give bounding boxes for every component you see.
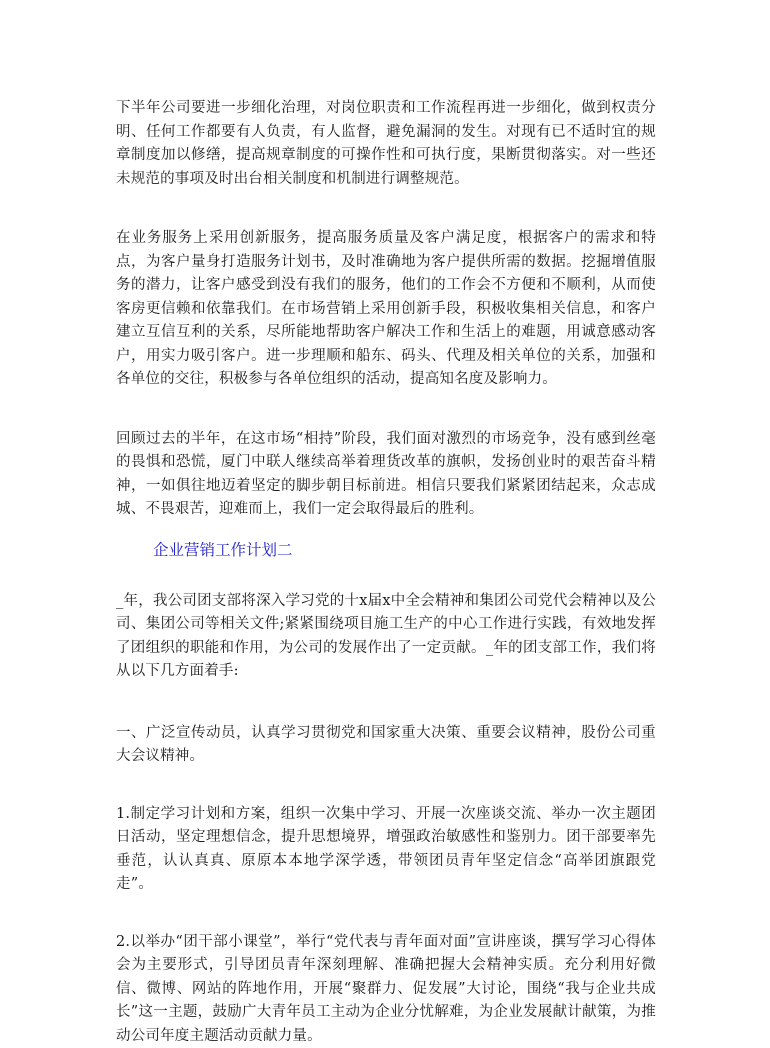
section-heading: 企业营销工作计划二 — [153, 538, 656, 562]
document-page — [116, 97, 656, 1048]
paragraph-item-2: 2.以举办“团干部小课堂”，举行“党代表与青年面对面”宣讲座谈，撰写学习心得体会为主要形式，引导团员青年深刻理解、准确把握大会精神实质。充分利用好微信、微博、网站的阵地作用，开展“聚群力、促发展”大讨论，围绕“我与企业共成长”这一主题，鼓励广大青年员工主动为企业分忧解难，为企业发展献计献策，为推动公司年度主题活动贡献力量。 — [116, 931, 656, 1048]
paragraph-business-service: 在业务服务上采用创新服务，提高服务质量及客户满足度，根据客户的需求和特点，为客户量身打造服务计划书，及时准确地为客户提供所需的数据。挖掘增值服务的潜力，让客户感受到没有我们的服务，他们的工作会不方便和不顺利，从而使客房更信赖和依靠我们。在市场营销上采用创新手段，积极收集相关信息，和客户建立互信互利的关系，尽所能地帮助客户解决工作和生活上的难题，用诚意感动客户，用实力吸引客户。进一步理顺和船东、码头、代理及相关单位的关系，加强和各单位的交往，积极参与各单位组织的活动，提高知名度及影响力。 — [116, 227, 656, 392]
paragraph-point-one: 一、广泛宣传动员，认真学习贯彻党和国家重大决策、重要会议精神，股份公司重大会议精神。 — [116, 722, 656, 769]
paragraph-review: 回顾过去的半年，在这市场“相持”阶段，我们面对激烈的市场竞争，没有感到丝毫的畏惧和恐慌，厦门中联人继续高举着理货改革的旗帜，发扬创业时的艰苦奋斗精神，一如俱往地迈着坚定的脚步朝目标前进。相信只要我们紧紧团结起来，众志成城、不畏艰苦，迎难而上，我们一定会取得最后的胜利。 — [116, 428, 656, 522]
paragraph-item-1: 1.制定学习计划和方案，组织一次集中学习、开展一次座谈交流、举办一次主题团日活动，坚定理想信念，提升思想境界，增强政治敏感性和鉴别力。团干部要率先垂范，认认真真、原原本本地学深学透，带领团员青年坚定信念“高举团旗跟党走”。 — [116, 803, 656, 897]
paragraph-youth-league-intro: _年，我公司团支部将深入学习党的十x届x中全会精神和集团公司党代会精神以及公司、集团公司等相关文件;紧紧围绕项目施工生产的中心工作进行实践，有效地发挥了团组织的职能和作用，为公司的发展作出了一定贡献。_年的团支部工作，我们将从以下几方面着手: — [116, 590, 656, 684]
paragraph-governance: 下半年公司要进一步细化治理，对岗位职责和工作流程再进一步细化，做到权责分明、任何工作都要有人负责，有人监督，避免漏洞的发生。对现有已不适时宜的规章制度加以修缮，提高规章制度的可操作性和可执行度，果断贯彻落实。对一些还未规范的事项及时出台相关制度和机制进行调整规范。 — [116, 97, 656, 191]
